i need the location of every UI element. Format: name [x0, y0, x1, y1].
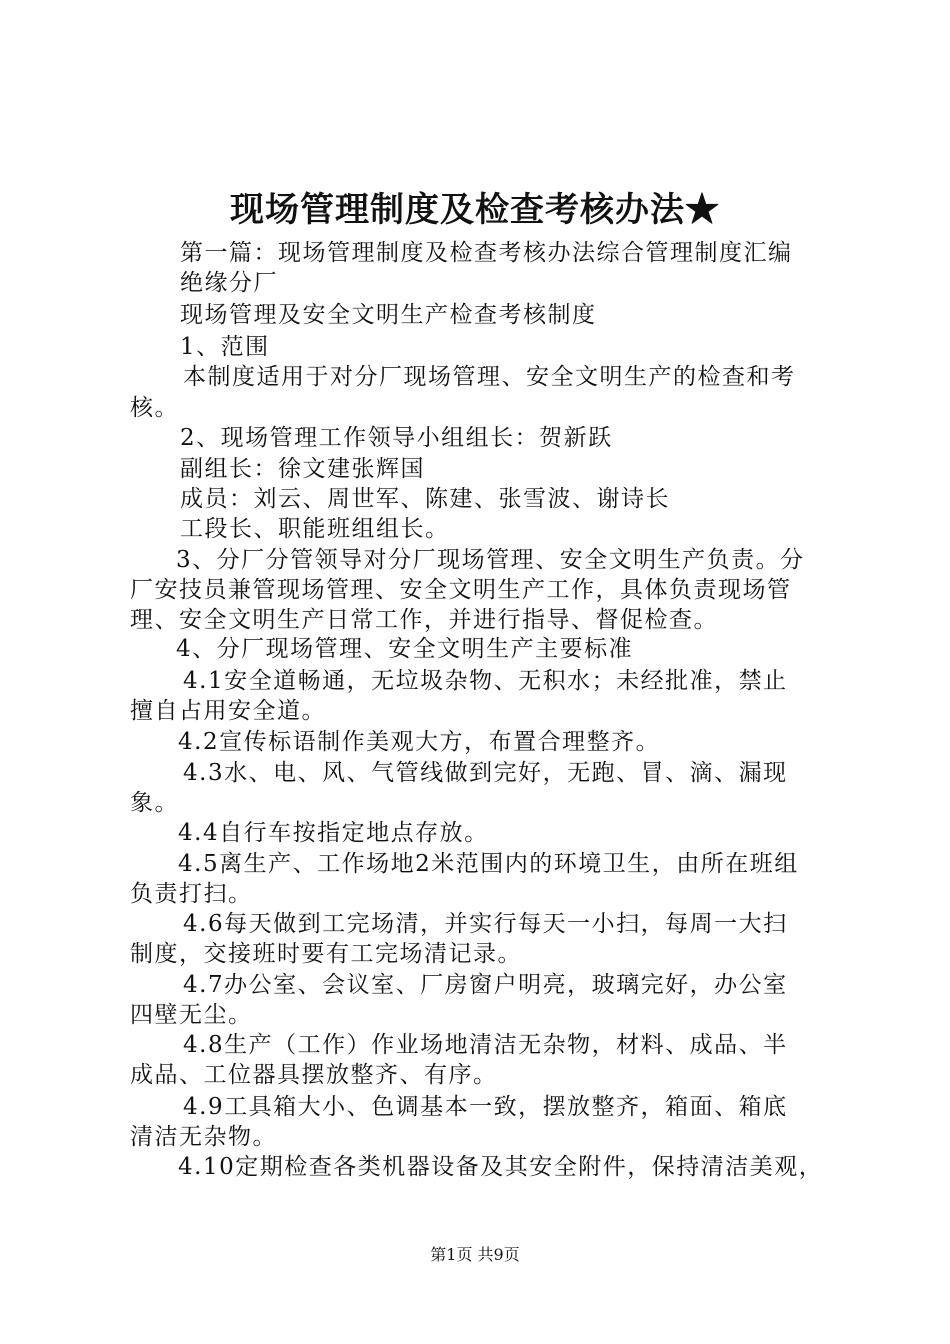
- paragraph-line: 绝缘分厂: [180, 270, 278, 296]
- paragraph-line: 象。: [130, 790, 179, 816]
- paragraph-line: 第一篇：现场管理制度及检查考核办法综合管理制度汇编: [180, 240, 793, 266]
- paragraph-line: 2、现场管理工作领导小组组长：贺新跃: [180, 425, 613, 451]
- paragraph-line: 4.10定期检查各类机器设备及其安全附件，保持清洁美观，: [178, 1154, 824, 1180]
- paragraph-line: 负责打扫。: [130, 881, 253, 907]
- paragraph-line: 3、分厂分管领导对分厂现场管理、安全文明生产负责。分: [176, 547, 805, 573]
- paragraph-line: 4.2宣传标语制作美观大方，布置合理整齐。: [178, 729, 661, 755]
- page-footer: 第1页 共9页: [430, 1245, 520, 1264]
- paragraph-line: 4.7办公室、会议室、厂房窗户明亮，玻璃完好，办公室: [183, 972, 788, 998]
- paragraph-line: 本制度适用于对分厂现场管理、安全文明生产的检查和考: [183, 364, 796, 390]
- paragraph-line: 成品、工位器具摆放整齐、有序。: [130, 1062, 498, 1088]
- paragraph-line: 厂安技员兼管现场管理、安全文明生产工作，具体负责现场管: [130, 577, 792, 603]
- paragraph-line: 4.8生产（工作）作业场地清洁无杂物，材料、成品、半: [183, 1032, 788, 1058]
- paragraph-line: 核。: [130, 395, 179, 421]
- paragraph-line: 4.5离生产、工作场地2米范围内的环境卫生，由所在班组: [178, 851, 799, 877]
- paragraph-line: 工段长、职能班组组长。: [180, 516, 450, 542]
- paragraph-line: 4.6每天做到工完场清，并实行每天一小扫，每周一大扫: [183, 911, 788, 937]
- paragraph-line: 4、分厂现场管理、安全文明生产主要标准: [176, 636, 634, 662]
- paragraph-line: 制度，交接班时要有工完场清记录。: [130, 941, 522, 967]
- paragraph-line: 四壁无尘。: [130, 1002, 253, 1028]
- paragraph-line: 4.3水、电、风、气管线做到完好，无跑、冒、滴、漏现: [183, 760, 788, 786]
- paragraph-line: 4.4自行车按指定地点存放。: [178, 820, 489, 846]
- paragraph-line: 擅自占用安全道。: [130, 698, 326, 724]
- paragraph-line: 成员：刘云、周世军、陈建、张雪波、谢诗长: [180, 486, 670, 512]
- paragraph-line: 理、安全文明生产日常工作，并进行指导、督促检查。: [130, 607, 718, 633]
- paragraph-line: 清洁无杂物。: [130, 1124, 277, 1150]
- paragraph-line: 4.1安全道畅通，无垃圾杂物、无积水；未经批准，禁止: [183, 668, 788, 694]
- paragraph-line: 4.9工具箱大小、色调基本一致，摆放整齐，箱面、箱底: [183, 1094, 788, 1120]
- paragraph-line: 现场管理及安全文明生产检查考核制度: [180, 302, 597, 328]
- paragraph-line: 副组长：徐文建张辉国: [180, 456, 425, 482]
- document-title: 现场管理制度及检查考核办法★: [230, 190, 720, 230]
- paragraph-line: 1、范围: [180, 334, 270, 360]
